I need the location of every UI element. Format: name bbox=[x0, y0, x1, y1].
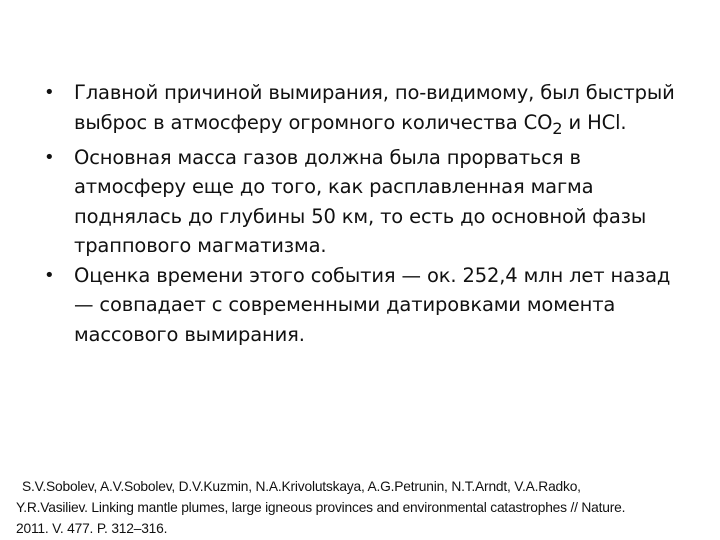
bullet-marker: • bbox=[44, 146, 55, 168]
citation-line: 2011. V. 477. P. 312–316. bbox=[16, 521, 168, 536]
bullet-text: Оценка времени этого события — ок. 252,4 млн лет назад — совпадает с современными датировками момента массового вымирания. bbox=[74, 263, 671, 346]
bullet-item bbox=[44, 143, 694, 261]
bullet-marker: • bbox=[44, 82, 55, 103]
citation bbox=[16, 476, 706, 539]
bullet-text-tail: и HCl. bbox=[562, 110, 627, 134]
bullet-item bbox=[44, 261, 694, 350]
bullet-text: Главной причиной вымирания, по-видимому, был быстрый выброс в атмосферу огромного количества CO bbox=[74, 81, 675, 134]
bullet-list bbox=[44, 78, 694, 349]
bullet-item bbox=[44, 78, 694, 143]
subscript-text: 2 bbox=[552, 118, 563, 138]
citation-line: S.V.Sobolev, A.V.Sobolev, D.V.Kuzmin, N.A.Krivolutskaya, A.G.Petrunin, N.T.Arndt, V.A.Radko, bbox=[22, 479, 581, 494]
citation-line: Y.R.Vasiliev. Linking mantle plumes, large igneous provinces and environmental catastrophes // Nature. bbox=[16, 500, 626, 515]
bullet-marker: • bbox=[44, 264, 55, 286]
bullet-text: Основная масса газов должна была прорваться в атмосферу еще до того, как расплавленная магма поднялась до глубины 50 км, то есть до основной фазы траппового магматизма. bbox=[74, 145, 647, 258]
